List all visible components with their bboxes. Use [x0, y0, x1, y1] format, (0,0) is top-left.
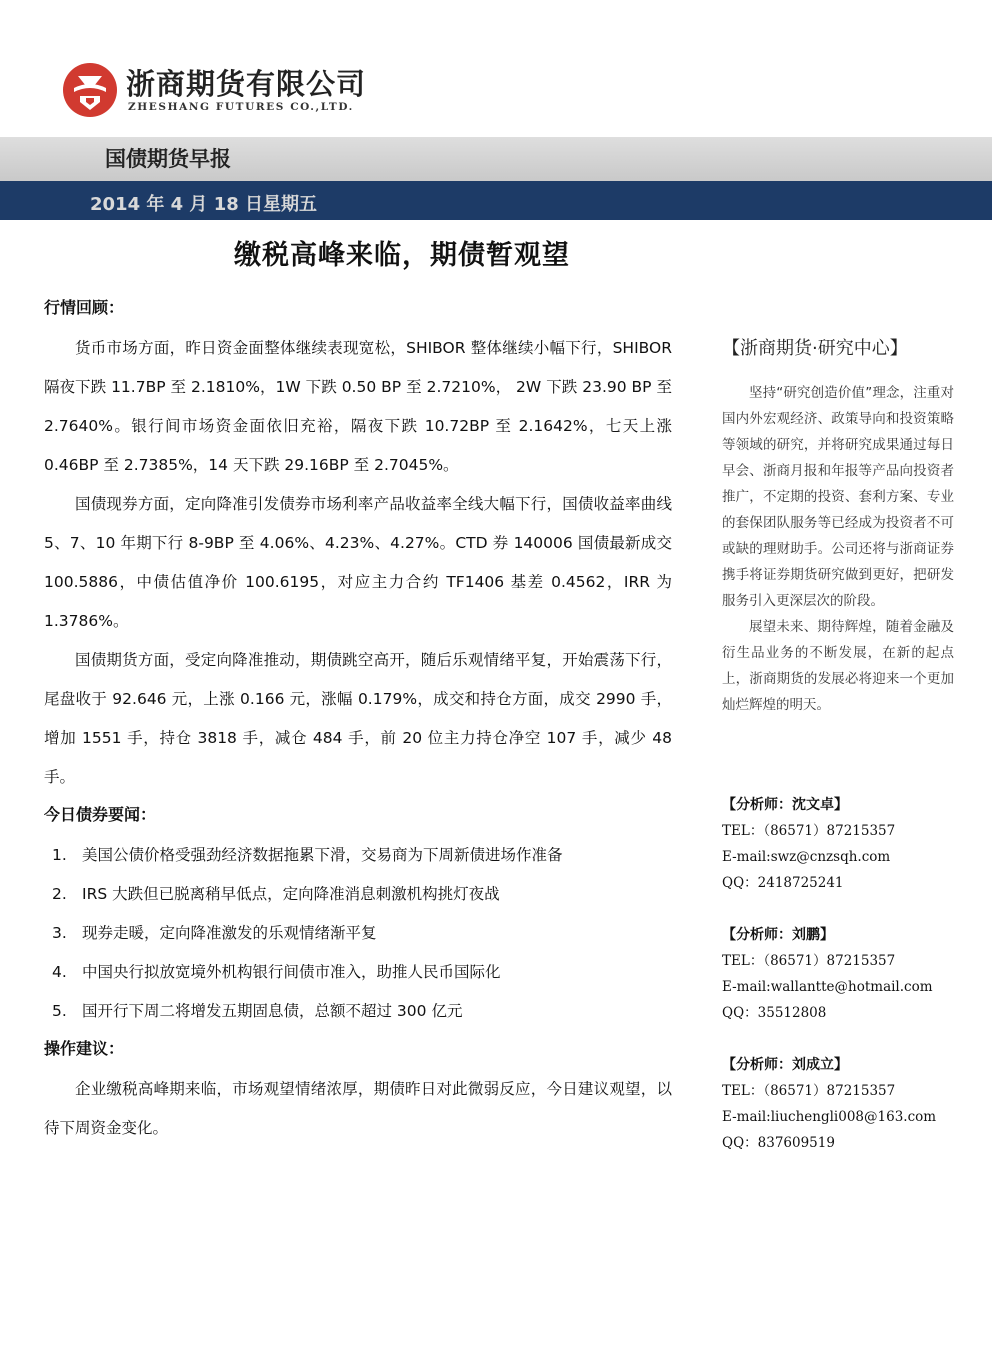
analyst-card	[722, 1052, 936, 1156]
news-title: 今日债券要闻：	[44, 805, 157, 824]
analyst-name: 【分析师：沈文卓】	[722, 797, 848, 813]
main-content	[44, 290, 672, 1148]
analyst-email: E-mail:wallantte@hotmail.com	[722, 979, 933, 995]
analyst-name: 【分析师：刘成立】	[722, 1057, 848, 1073]
news-item	[44, 914, 672, 953]
analyst-name: 【分析师：刘鹏】	[722, 927, 834, 943]
market-review-title: 行情回顾：	[44, 298, 125, 317]
analyst-email: E-mail:liuchengli008@163.com	[722, 1109, 937, 1125]
news-text: 中国央行拟放宽境外机构银行间债市准入，助推人民币国际化	[82, 963, 501, 981]
cash-bond-paragraph: 国债现券方面，定向降准引发债券市场利率产品收益率全线大幅下行，国债收益率曲线 5、7、10 年期下行 8-9BP 至 4.06%、4.23%、4.27%。CTD 券 140006 国债最新成交 100.5886，中债估值净价 100.6195，对应主力合约 TF1406 基差 0.4562，IRR 为 1.3786%。	[44, 495, 672, 630]
analyst-tel: TEL：（86571）87215357	[722, 953, 896, 969]
analyst-qq: QQ：35512808	[722, 1005, 827, 1021]
news-text: 国开行下周二将增发五期固息债，总额不超过 300 亿元	[82, 1002, 463, 1020]
analyst-card	[722, 922, 933, 1026]
analyst-tel: TEL：（86571）87215357	[722, 1083, 896, 1099]
news-number: 2.	[52, 885, 67, 903]
news-number: 5.	[52, 1002, 67, 1020]
news-item	[44, 953, 672, 992]
news-item	[44, 836, 672, 875]
news-item	[44, 875, 672, 914]
news-number: 4.	[52, 963, 67, 981]
bond-futures-paragraph: 国债期货方面，受定向降准推动，期债跳空高开，随后乐观情绪平复，开始震荡下行，尾盘收于 92.646 元，上涨 0.166 元，涨幅 0.179%，成交和持仓方面，成交 2990 手，增加 1551 手，持仓 3818 手，减仓 484 手，前 20 位主力持仓净空 107 手，减少 48 手。	[44, 651, 672, 786]
analyst-email: E-mail:swz@cnzsqh.com	[722, 849, 891, 865]
news-text: 现券走暖，定向降准激发的乐观情绪渐平复	[82, 924, 377, 942]
news-text: IRS 大跌但已脱离稍早低点，定向降准消息刺激机构挑灯夜战	[82, 885, 500, 903]
research-center-sidebar	[722, 332, 954, 718]
report-name: 国债期货早报	[105, 147, 231, 171]
company-name-cn: 浙商期货有限公司	[126, 67, 367, 101]
analyst-tel: TEL：（86571）87215357	[722, 823, 896, 839]
report-date: 2014 年 4 月 18 日星期五	[90, 194, 318, 215]
money-market-paragraph: 货币市场方面，昨日资金面整体继续表现宽松，SHIBOR 整体继续小幅下行，SHIBOR 隔夜下跌 11.7BP 至 2.1810%，1W 下跌 0.50 BP 至 2.7210%， 2W 下跌 23.90 BP 至 2.7640%。银行间市场资金面依旧充裕，隔夜下跌 10.72BP 至 2.1642%，七天上涨 0.46BP 至 2.7385%，14 天下跌 29.16BP 至 2.7045%。	[44, 339, 672, 474]
analyst-card	[722, 792, 895, 896]
company-logo-icon	[62, 62, 118, 118]
advice-paragraph: 企业缴税高峰期来临，市场观望情绪浓厚，期债昨日对此微弱反应，今日建议观望，以待下周资金变化。	[44, 1080, 672, 1137]
company-name-en: ZHESHANG FUTURES CO.,LTD.	[128, 101, 354, 113]
sidebar-paragraph: 坚持“研究创造价值”理念，注重对国内外宏观经济、政策导向和投资策略等领域的研究，并将研究成果通过每日早会、浙商月报和年报等产品向投资者推广，不定期的投资、套利方案、专业的套保团队服务等已经成为投资者不可或缺的理财助手。公司还将与浙商证券携手将证券期货研究做到更好，把研发服务引入更深层次的阶段。	[722, 385, 954, 609]
news-number: 3.	[52, 924, 67, 942]
news-number: 1.	[52, 846, 67, 864]
page-header	[0, 0, 992, 137]
sidebar-paragraph: 展望未来、期待辉煌，随着金融及衍生品业务的不断发展，在新的起点上，浙商期货的发展必将迎来一个更加灿烂辉煌的明天。	[722, 619, 954, 713]
analyst-qq: QQ：2418725241	[722, 875, 844, 891]
sidebar-title: 【浙商期货·研究中心】	[722, 338, 908, 359]
report-headline: 缴税高峰来临，期债暂观望	[234, 240, 570, 271]
news-text: 美国公债价格受强劲经济数据拖累下滑，交易商为下周新债进场作准备	[82, 846, 563, 864]
advice-title: 操作建议：	[44, 1039, 125, 1058]
analyst-qq: QQ：837609519	[722, 1135, 835, 1151]
news-item	[44, 992, 672, 1031]
